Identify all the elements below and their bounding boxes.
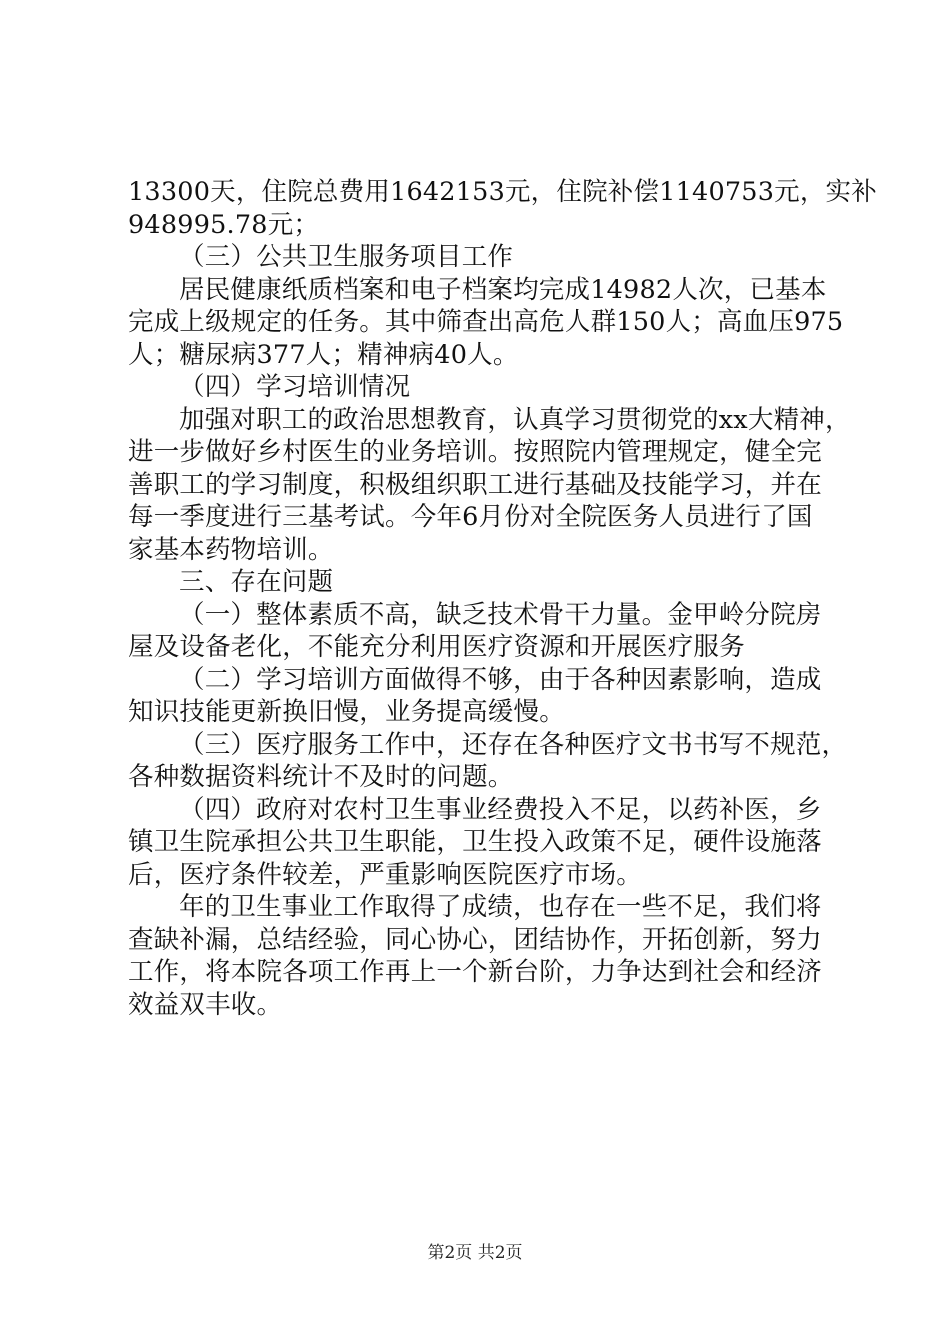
text-line: 善职工的学习制度，积极组织职工进行基础及技能学习，并在	[128, 469, 822, 500]
text-line: （四）政府对农村卫生事业经费投入不足，以药补医，乡	[179, 794, 822, 825]
text-line: 居民健康纸质档案和电子档案均完成14982人次，已基本	[179, 274, 827, 305]
text-line: 家基本药物培训。	[128, 534, 334, 565]
section-heading: （三）公共卫生服务项目工作	[179, 242, 514, 272]
text-line: 人；糖尿病377人；精神病40人。	[128, 339, 519, 370]
text-line: （二）学习培训方面做得不够，由于各种因素影响，造成	[179, 664, 822, 695]
text-line: 后，医疗条件较差，严重影响医院医疗市场。	[128, 859, 643, 890]
text-line: 知识技能更新换旧慢，业务提高缓慢。	[128, 697, 565, 727]
text-line: 948995.78元；	[128, 209, 320, 240]
text-line: 镇卫生院承担公共卫生职能，卫生投入政策不足，硬件设施落	[128, 827, 822, 857]
text-line: （三）医疗服务工作中，还存在各种医疗文书书写不规范，	[179, 729, 848, 760]
text-line: 年的卫生事业工作取得了成绩，也存在一些不足，我们将	[179, 892, 822, 922]
text-line: 查缺补漏，总结经验，同心协心，团结协作，开拓创新，努力	[128, 924, 822, 955]
text-line: （一）整体素质不高，缺乏技术骨干力量。金甲岭分院房	[179, 599, 822, 630]
text-line: 完成上级规定的任务。其中筛查出高危人群150人；高血压975	[128, 307, 844, 337]
page-number-footer: 第2页 共2页	[427, 1243, 523, 1263]
text-line: 工作，将本院各项工作再上一个新台阶，力争达到社会和经济	[128, 957, 822, 987]
text-line: 加强对职工的政治思想教育，认真学习贯彻党的xx大精神，	[179, 404, 851, 435]
text-line: 屋及设备老化，不能充分利用医疗资源和开展医疗服务	[128, 632, 745, 662]
document-body	[128, 176, 877, 1021]
text-line: 每一季度进行三基考试。今年6月份对全院医务人员进行了国	[128, 502, 813, 532]
text-line: 进一步做好乡村医生的业务培训。按照院内管理规定，健全完	[128, 437, 822, 467]
text-line: 13300天，住院总费用1642153元，住院补偿1140753元，实补	[128, 177, 877, 207]
section-heading: 三、存在问题	[179, 567, 334, 597]
section-heading: （四）学习培训情况	[179, 372, 411, 402]
text-line: 各种数据资料统计不及时的问题。	[128, 762, 514, 792]
text-line: 效益双丰收。	[128, 989, 283, 1020]
